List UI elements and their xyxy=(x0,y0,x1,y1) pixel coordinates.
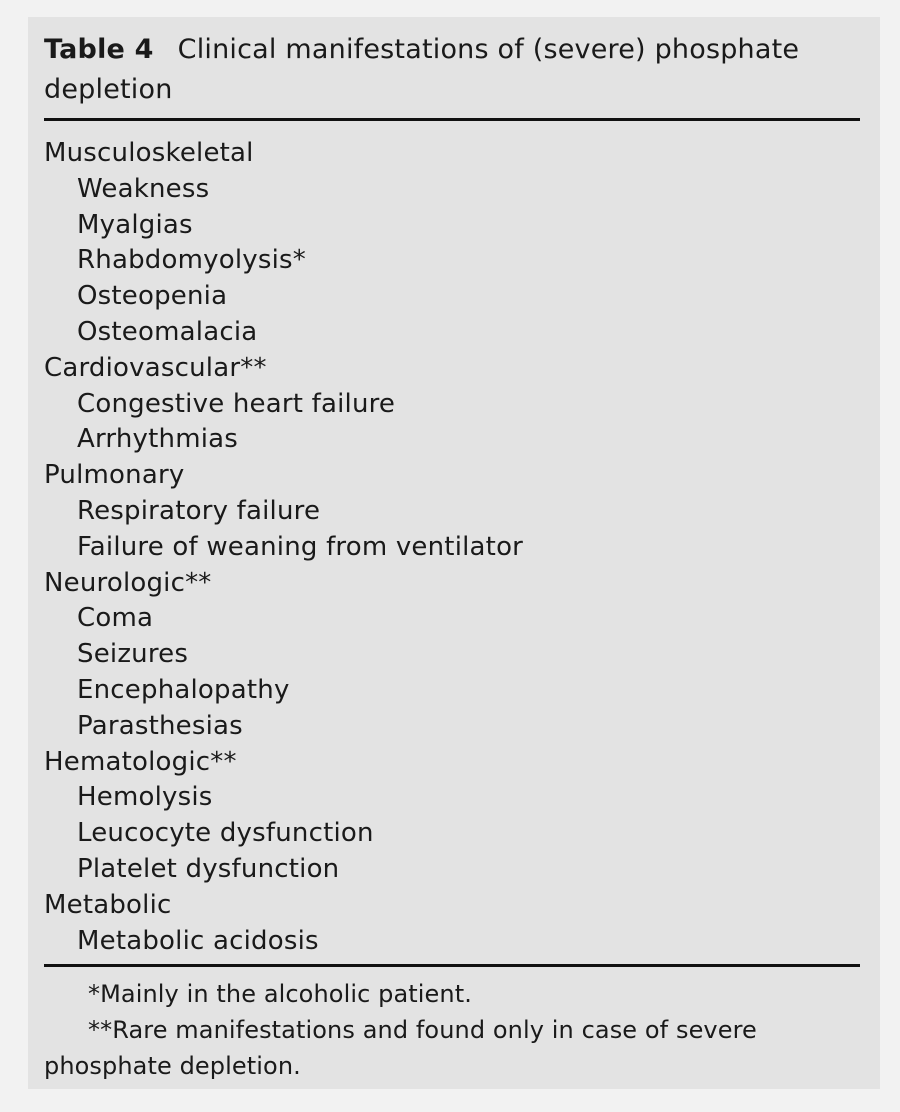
manifestation-item: Respiratory failure xyxy=(77,495,321,526)
table-label: Table 4 xyxy=(44,34,154,65)
manifestation-item: Rhabdomyolysis* xyxy=(77,245,306,276)
category-heading: Hematologic** xyxy=(44,746,237,777)
manifestation-item: Seizures xyxy=(77,639,189,670)
footnote: *Mainly in the alcoholic patient. xyxy=(88,980,472,1008)
manifestation-item: Encephalopathy xyxy=(77,674,290,705)
manifestation-item: Parasthesias xyxy=(77,710,243,741)
top-rule xyxy=(44,118,860,121)
manifestation-item: Myalgias xyxy=(77,209,193,240)
manifestation-item: Osteopenia xyxy=(77,281,228,312)
table-caption xyxy=(44,30,859,110)
category-heading: Musculoskeletal xyxy=(44,138,254,168)
manifestation-item: Platelet dysfunction xyxy=(77,853,340,884)
manifestation-item: Metabolic acidosis xyxy=(77,925,319,956)
category-heading: Pulmonary xyxy=(44,460,185,491)
manifestation-item: Failure of weaning from ventilator xyxy=(77,531,524,562)
manifestation-item: Leucocyte dysfunction xyxy=(77,818,374,849)
manifestation-item: Coma xyxy=(77,603,154,634)
footnote: **Rare manifestations and found only in case of severe phosphate depletion. xyxy=(44,1016,757,1080)
footnotes xyxy=(44,976,862,1084)
manifestation-item: Osteomalacia xyxy=(77,316,258,347)
table-title: Clinical manifestations of (severe) phosphate depletion xyxy=(44,34,800,105)
manifestation-item: Congestive heart failure xyxy=(77,388,396,419)
manifestations-list xyxy=(44,136,860,959)
category-heading: Metabolic xyxy=(44,889,172,920)
manifestation-item: Weakness xyxy=(77,173,210,204)
bottom-rule xyxy=(44,964,860,967)
category-heading: Cardiovascular** xyxy=(44,352,267,383)
category-heading: Neurologic** xyxy=(44,567,212,598)
manifestation-item: Hemolysis xyxy=(77,782,213,813)
manifestation-item: Arrhythmias xyxy=(77,424,239,455)
